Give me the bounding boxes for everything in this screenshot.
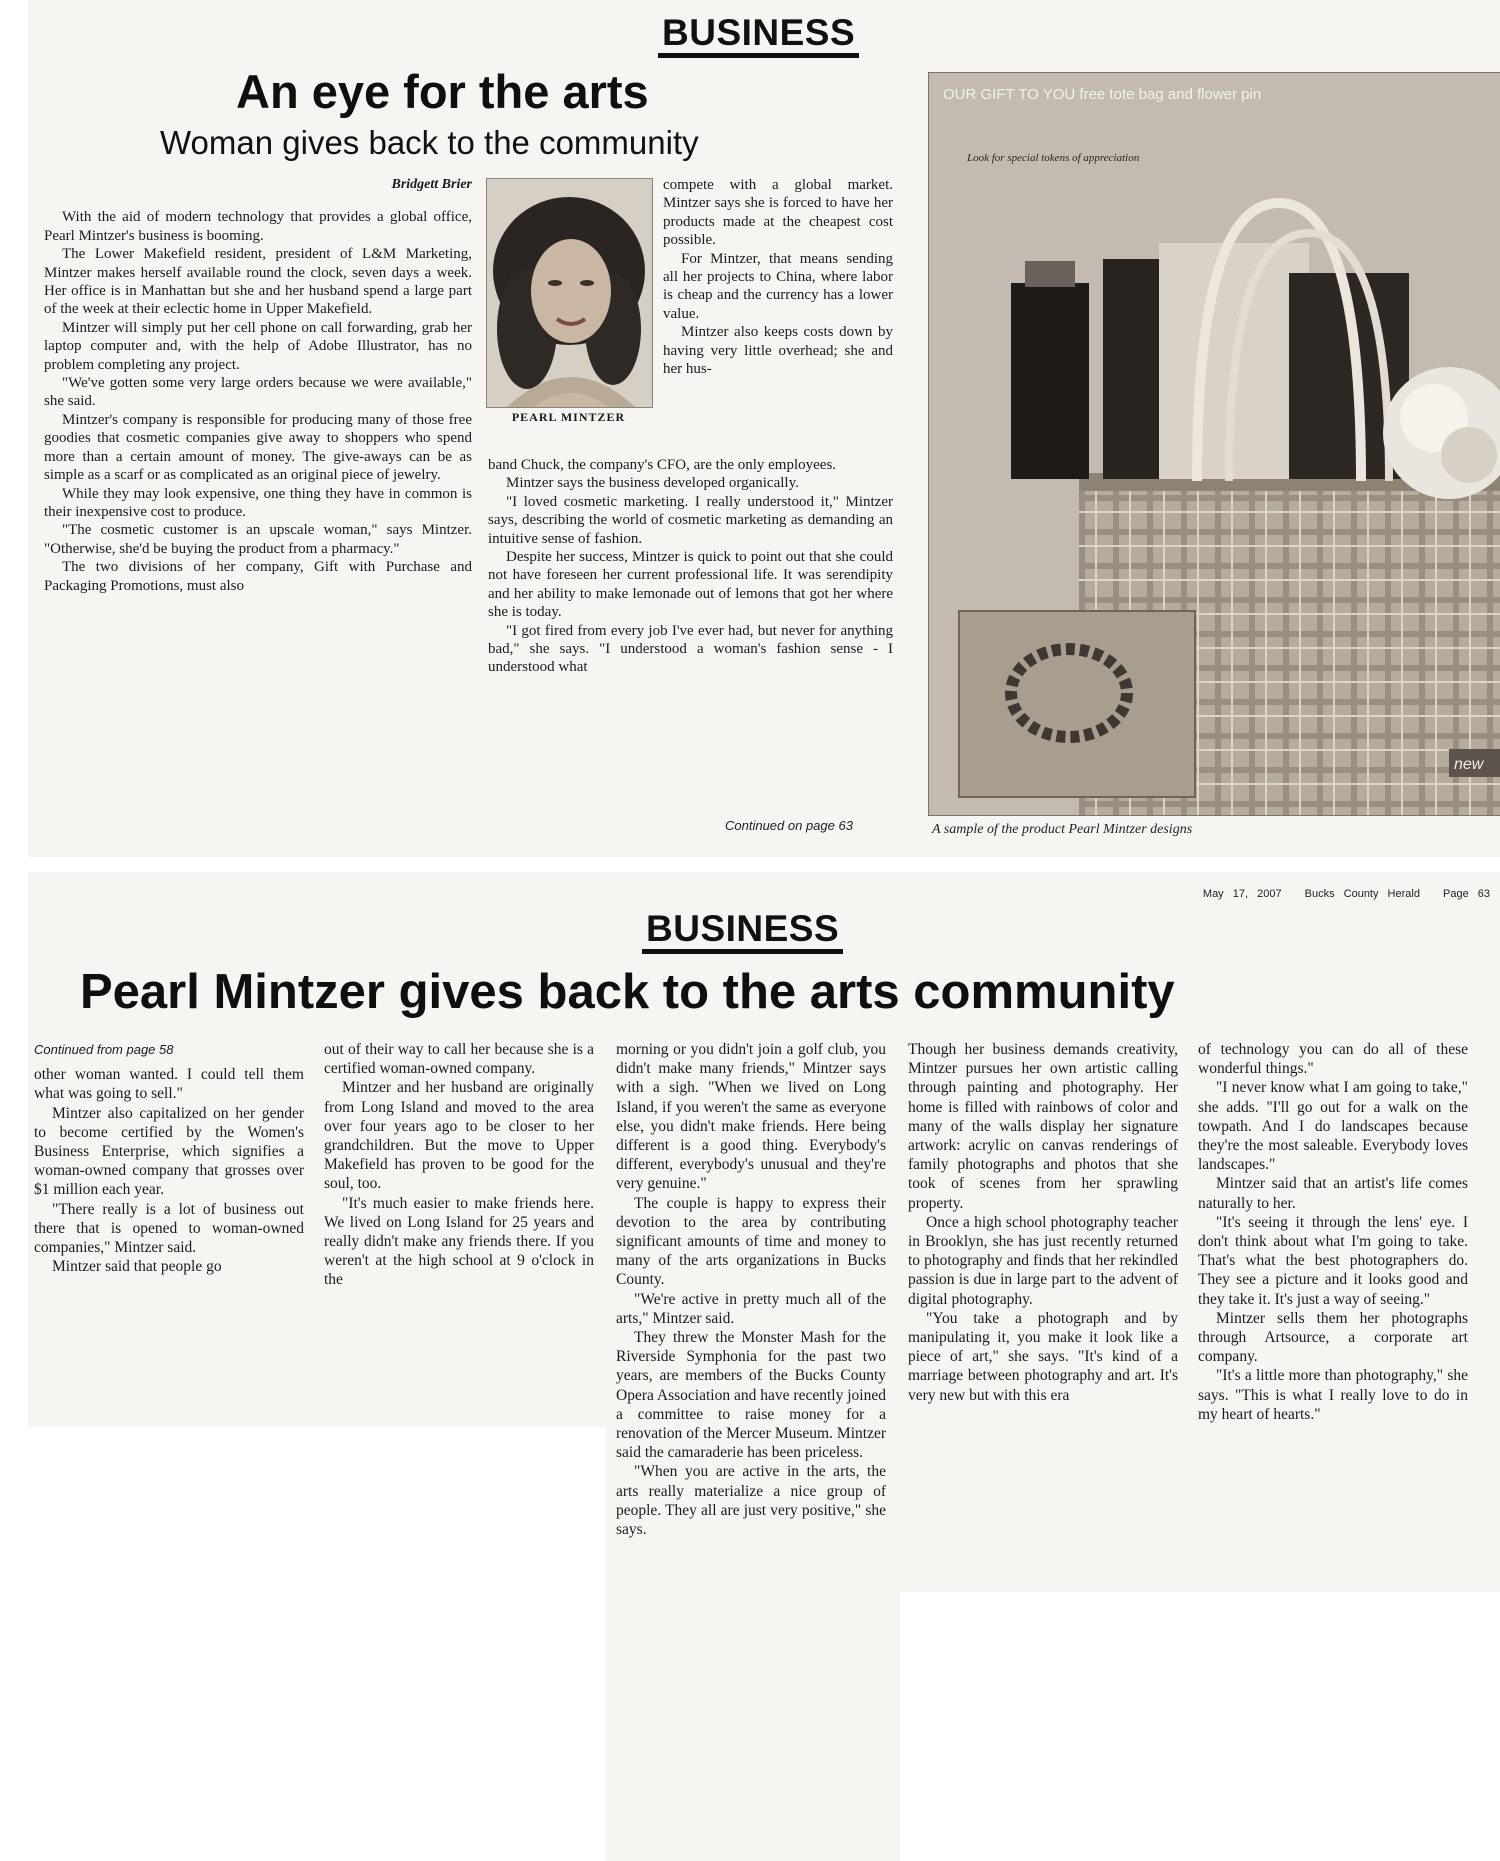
blank-cut-area (28, 1427, 606, 1861)
paragraph: Though her business demands creativity, Mintzer pursues her own artistic calling through painting and photography. Her home is filled with rainbows of color and many of the walls display her signature artwork: acrylic on canvas renderings of family photographs and photos that she took of scenes from her sprawling property. (908, 1041, 1178, 1212)
portrait-image (487, 179, 652, 407)
article-column-2-bottom (488, 456, 893, 677)
dateline (1189, 888, 1490, 900)
subheadline: Woman gives back to the community (160, 124, 699, 161)
paragraph: Mintzer sells them her photographs through Artsource, a corporate art company. (1198, 1309, 1468, 1366)
continued-from-note: Continued from page 58 (34, 1042, 174, 1057)
paragraph: Mintzer also keeps costs down by having very little overhead; she and her hus- (663, 324, 893, 378)
product-ad-photo (928, 72, 1500, 816)
paragraph: With the aid of modern technology that provides a global office, Pearl Mintzer's business is booming. (44, 209, 472, 244)
paragraph: Mintzer will simply put her cell phone on call forwarding, grab her laptop computer and, with the help of Adobe Illustrator, has no problem completing any project. (44, 319, 472, 373)
ad-headline: OUR GIFT TO YOU free tote bag and flower pin (943, 86, 1262, 103)
paragraph: Once a high school photography teacher in Brooklyn, she has just recently returned to photography and finds that her rekindled passion is due in large part to the advent of digital photography. (908, 1213, 1178, 1308)
paragraph: While they may look expensive, one thing they have in common is their inexpensive cost to produce. (44, 485, 472, 520)
paragraph: "We're active in pretty much all of the arts," Mintzer said. (616, 1290, 886, 1327)
portrait-photo (486, 178, 653, 408)
article-column-3 (616, 1040, 886, 1539)
newspaper-name: Bucks County Herald (1304, 888, 1420, 900)
article-column-2 (324, 1040, 594, 1290)
paragraph: "It's seeing it through the lens' eye. I don't think about what I'm going to take. That's what the best photographers do. They see a picture and it looks good and they take it. It's just a way of seeing." (1198, 1213, 1468, 1308)
paragraph: "I got fired from every job I've ever had, but never for anything bad," she says. "I understood a woman's fashion sense - I understood what (488, 622, 893, 676)
paragraph: "I loved cosmetic marketing. I really understood it," Mintzer says, describing the world of cosmetic marketing as demanding an intuitive sense of fashion. (488, 493, 893, 547)
bottom-clipping (28, 872, 1500, 1861)
paragraph: Mintzer and her husband are originally from Long Island and moved to the area over four years ago to be closer to her grandchildren. But the move to Upper Makefield has proven to be good for the soul, too. (324, 1079, 594, 1193)
paragraph: "We've gotten some very large orders because we were available," she said. (44, 375, 472, 410)
article-column-4 (908, 1040, 1178, 1405)
paragraph: "There really is a lot of business out there that is opened to woman-owned companies," Mintzer said. (34, 1200, 304, 1257)
paragraph: of technology you can do all of these wonderful things." (1198, 1041, 1468, 1078)
paragraph: Mintzer's company is responsible for producing many of those free goodies that cosmetic companies give away to shoppers who spend more than a certain amount of money. The give-aways can be as simple as a scarf or as complicated as an original piece of jewelry. (44, 411, 472, 484)
photo-caption: A sample of the product Pearl Mintzer designs (932, 822, 1193, 837)
page-number: Page 63 (1443, 888, 1490, 900)
paragraph: "I never know what I am going to take," she adds. "I'll go out for a walk on the towpath. And I do landscapes because they're the most saleable. Everybody loves landscapes." (1198, 1079, 1468, 1174)
paragraph: The two divisions of her company, Gift with Purchase and Packaging Promotions, must also (44, 559, 472, 594)
paragraph: They threw the Monster Mash for the Riverside Symphonia for the past two years, are members of the Bucks County Opera Association and have recently joined a committee to raise money for a renovation of the Mercer Museum. Mintzer said the camaraderie has been priceless. (616, 1329, 886, 1462)
paragraph: morning or you didn't join a golf club, you didn't make many friends," Mintzer says with a sigh. "When we lived on Long Island, if you weren't the same as everyone else, you didn't make friends. Here being different is a good thing. Everybody's different, everybody's unusual and they're very genuine." (616, 1041, 886, 1193)
byline: Bridgett Brier (391, 177, 472, 192)
paragraph: "When you are active in the arts, the arts really materialize a nice group of people. They all are just very positive," she says. (616, 1463, 886, 1539)
paragraph: "You take a photograph and by manipulating it, you make it look like a piece of art," she says. "It's kind of a marriage between photography and art. It's very new but with this era (908, 1309, 1178, 1404)
date: May 17, 2007 (1202, 888, 1282, 900)
blank-cut-area (900, 1592, 1500, 1861)
section-label: BUSINESS (642, 910, 843, 954)
headline: An eye for the arts (236, 65, 649, 118)
paragraph: "It's a little more than photography," she says. "This is what I really love to do in my heart of hearts." (1198, 1367, 1468, 1423)
continued-on-note: Continued on page 63 (725, 818, 853, 833)
paragraph: band Chuck, the company's CFO, are the only employees. (488, 457, 837, 473)
paragraph: The Lower Makefield resident, president of L&M Marketing, Mintzer makes herself available round the clock, seven days a week. Her office is in Manhattan but she and her husband spend a large part of the week at their eclectic home in Upper Makefield. (44, 246, 472, 318)
ad-subline: Look for special tokens of appreciation (967, 152, 1140, 164)
paragraph: compete with a global market. Mintzer says she is forced to have her products made at the cheapest cost possible. (663, 177, 893, 249)
paragraph: For Mintzer, that means sending all her projects to China, where labor is cheap and the currency has a lower value. (663, 250, 893, 322)
paragraph: Mintzer also capitalized on her gender to become certified by the Women's Business Enterprise, which signifies a woman-owned company that grosses over $1 million each year. (34, 1104, 304, 1199)
paragraph: The couple is happy to express their devotion to the area by contributing significant amounts of time and money to many of the arts organizations in Bucks County. (616, 1194, 886, 1289)
section-label: BUSINESS (658, 14, 859, 58)
paragraph: Mintzer said that an artist's life comes naturally to her. (1198, 1175, 1468, 1212)
article-column-1 (34, 1040, 304, 1276)
paragraph: Despite her success, Mintzer is quick to point out that she could not have foreseen her current professional life. It was serendipity and her ability to make lemonade out of lemons that got her where she is today. (488, 549, 893, 621)
paragraph: "It's much easier to make friends here. We lived on Long Island for 25 years and really didn't make any friends there. If you weren't at the high school at 9 o'clock in the (324, 1194, 594, 1289)
article-column-1 (44, 176, 472, 595)
paragraph: Mintzer said that people go (52, 1258, 222, 1276)
headline: Pearl Mintzer gives back to the arts community (80, 965, 1175, 1019)
top-clipping (28, 0, 1500, 857)
paragraph: out of their way to call her because she is a certified woman-owned company. (324, 1041, 594, 1078)
paragraph: other woman wanted. I could tell them what was going to sell." (34, 1066, 304, 1103)
ad-badge: new (1454, 756, 1484, 773)
photo-caption: PEARL MINTZER (511, 410, 626, 424)
paragraph: "The cosmetic customer is an upscale woman," says Mintzer. "Otherwise, she'd be buying the product from a pharmacy." (44, 522, 472, 557)
article-column-5 (1198, 1040, 1468, 1424)
product-ad-image (929, 73, 1500, 815)
paragraph: Mintzer says the business developed organically. (506, 475, 799, 492)
article-column-2-top (663, 176, 893, 378)
